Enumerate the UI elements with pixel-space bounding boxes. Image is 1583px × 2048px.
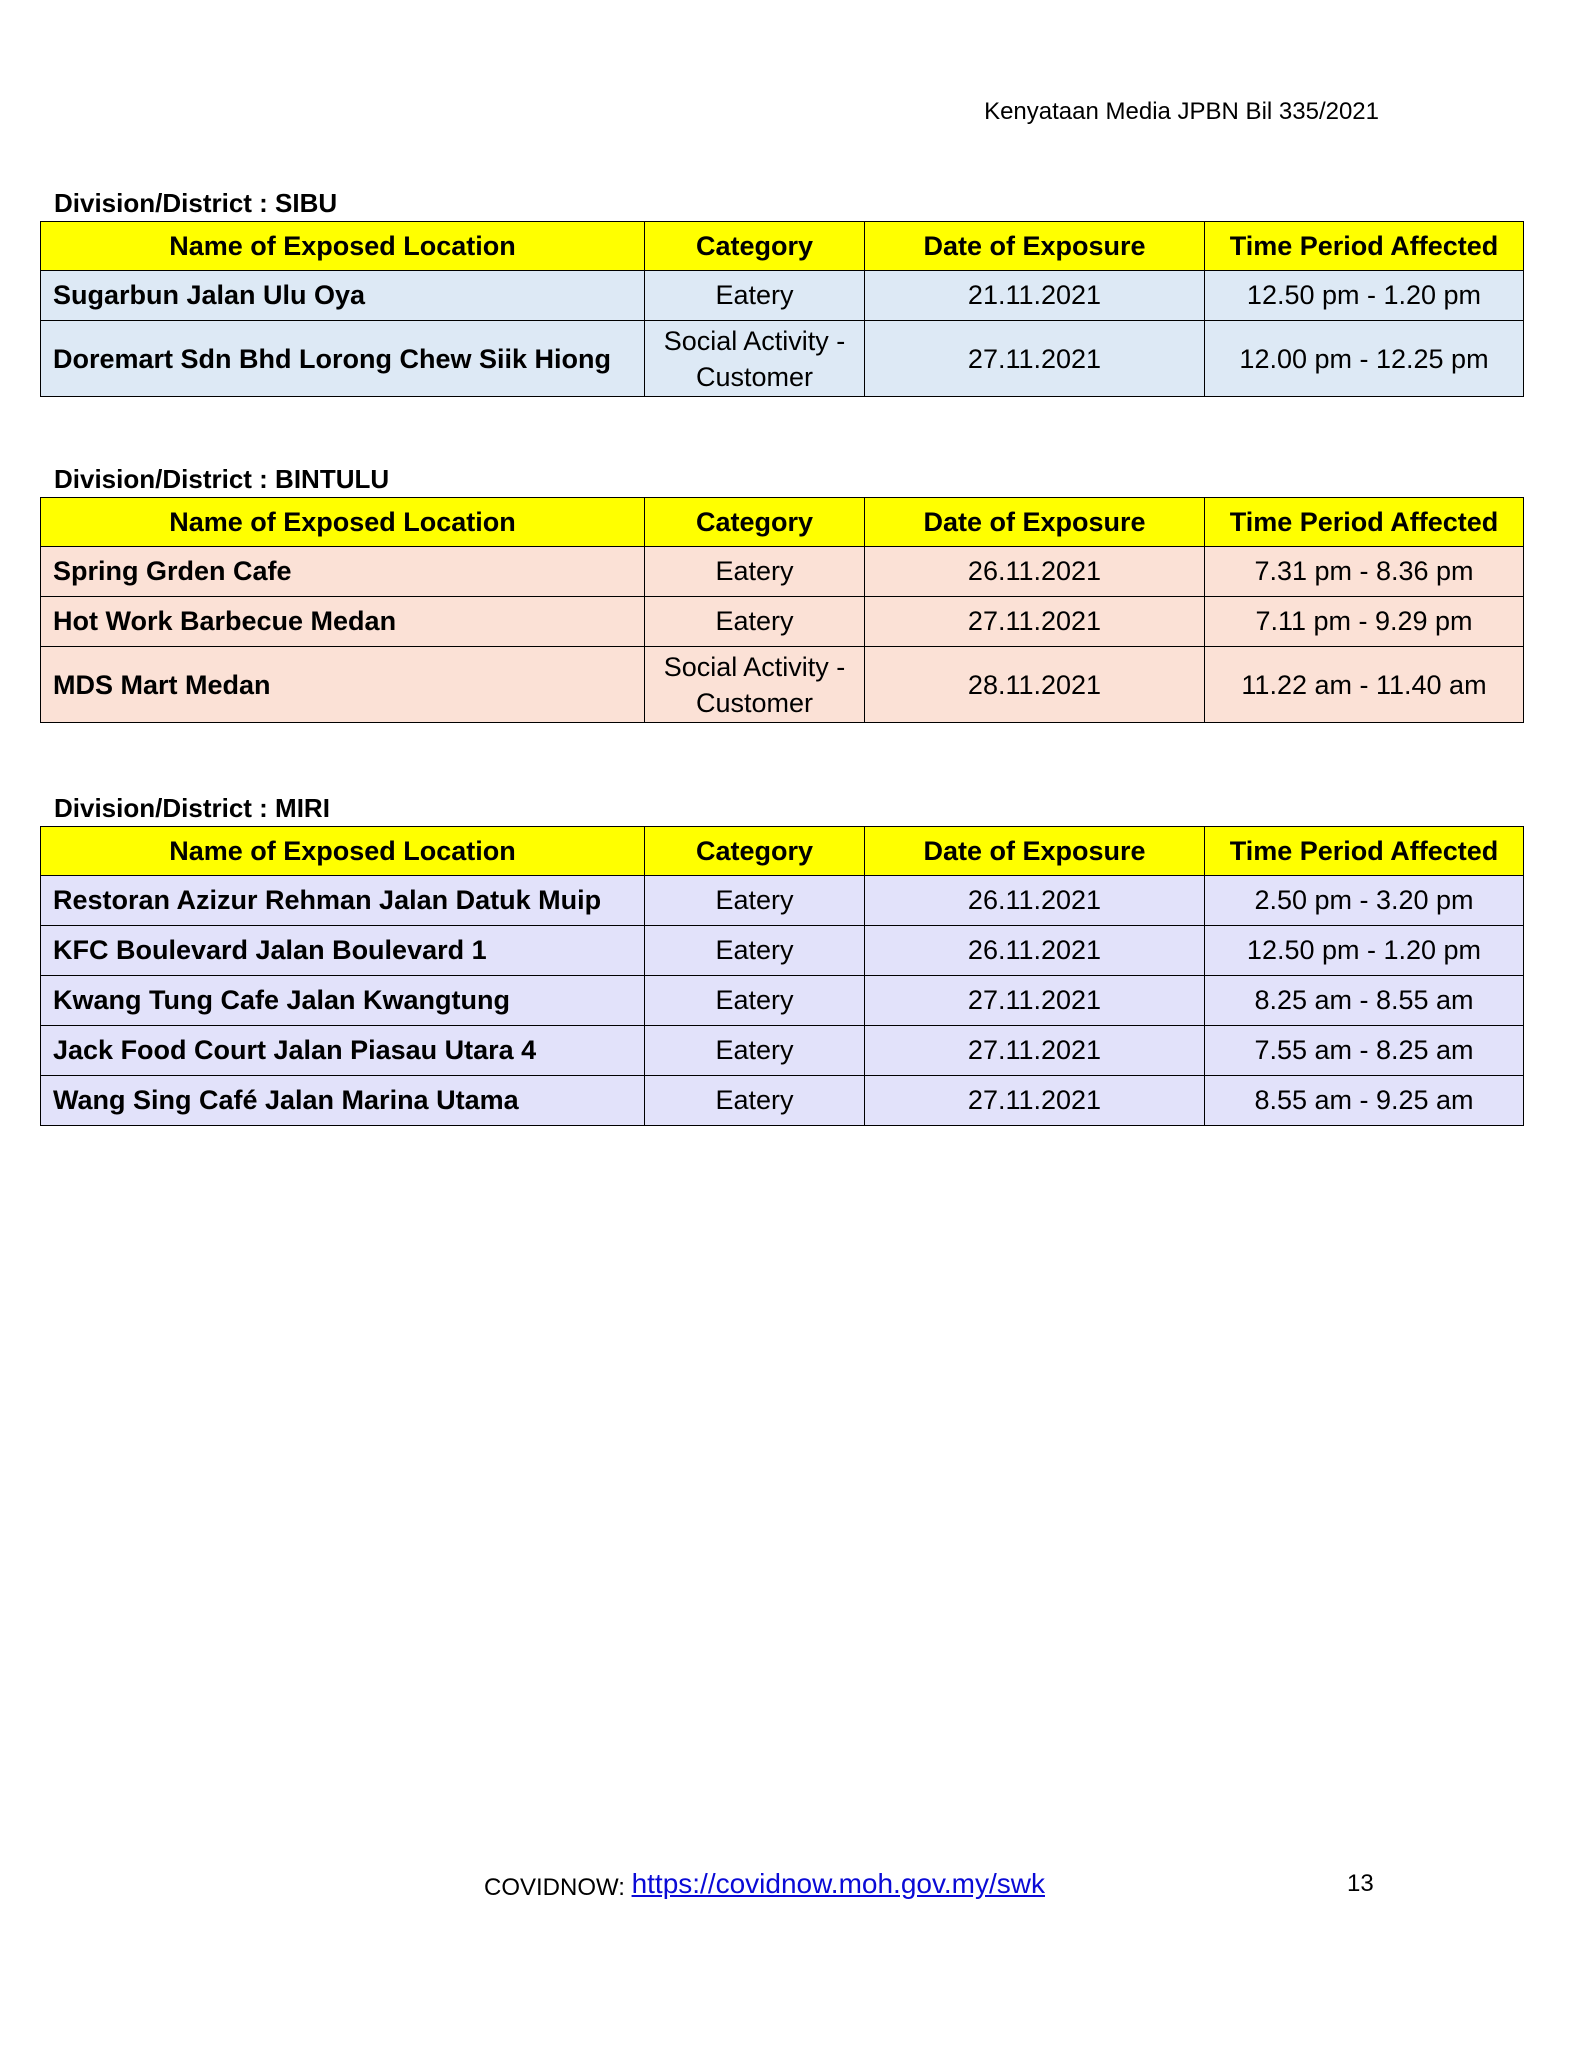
page-number: 13 [1347, 1870, 1374, 1897]
section-miri [40, 790, 1523, 1126]
time-cell: 7.11 pm - 9.29 pm [1205, 597, 1524, 647]
date-cell: 27.11.2021 [865, 321, 1205, 397]
table-row [41, 547, 1524, 597]
column-header-time: Time Period Affected [1205, 498, 1524, 547]
table-row [41, 647, 1524, 723]
column-header-category: Category [645, 827, 865, 876]
time-cell: 7.55 am - 8.25 am [1205, 1026, 1524, 1076]
date-cell: 27.11.2021 [865, 1076, 1205, 1126]
time-cell: 7.31 pm - 8.36 pm [1205, 547, 1524, 597]
category-cell: Social Activity - Customer [645, 321, 865, 397]
time-cell: 12.00 pm - 12.25 pm [1205, 321, 1524, 397]
category-cell: Eatery [645, 1026, 865, 1076]
date-cell: 28.11.2021 [865, 647, 1205, 723]
exposure-table [40, 221, 1524, 397]
column-header-category: Category [645, 222, 865, 271]
location-cell: Wang Sing Café Jalan Marina Utama [41, 1076, 645, 1126]
location-cell: Spring Grden Cafe [41, 547, 645, 597]
category-cell: Eatery [645, 1076, 865, 1126]
time-cell: 11.22 am - 11.40 am [1205, 647, 1524, 723]
column-header-date: Date of Exposure [865, 498, 1205, 547]
category-cell: Social Activity - Customer [645, 647, 865, 723]
column-header-date: Date of Exposure [865, 827, 1205, 876]
section-title: Division/District : SIBU [54, 188, 338, 218]
time-cell: 8.25 am - 8.55 am [1205, 976, 1524, 1026]
date-cell: 26.11.2021 [865, 926, 1205, 976]
location-cell: Kwang Tung Cafe Jalan Kwangtung [41, 976, 645, 1026]
exposure-table [40, 497, 1524, 723]
exposure-table [40, 826, 1524, 1126]
column-header-time: Time Period Affected [1205, 827, 1524, 876]
location-cell: Doremart Sdn Bhd Lorong Chew Siik Hiong [41, 321, 645, 397]
time-cell: 12.50 pm - 1.20 pm [1205, 271, 1524, 321]
time-cell: 2.50 pm - 3.20 pm [1205, 876, 1524, 926]
date-cell: 26.11.2021 [865, 547, 1205, 597]
table-header-row [41, 498, 1524, 547]
column-header-time: Time Period Affected [1205, 222, 1524, 271]
table-row [41, 271, 1524, 321]
date-cell: 26.11.2021 [865, 876, 1205, 926]
category-cell: Eatery [645, 926, 865, 976]
section-sibu [40, 185, 1523, 397]
category-cell: Eatery [645, 271, 865, 321]
covidnow-link[interactable]: https://covidnow.moh.gov.my/swk [631, 1868, 1045, 1899]
footer-label: COVIDNOW: [484, 1874, 632, 1901]
location-cell: MDS Mart Medan [41, 647, 645, 723]
category-cell: Eatery [645, 976, 865, 1026]
location-cell: Hot Work Barbecue Medan [41, 597, 645, 647]
date-cell: 21.11.2021 [865, 271, 1205, 321]
document-reference: Kenyataan Media JPBN Bil 335/2021 [984, 98, 1379, 125]
time-cell: 8.55 am - 9.25 am [1205, 1076, 1524, 1126]
column-header-date: Date of Exposure [865, 222, 1205, 271]
table-row [41, 876, 1524, 926]
location-cell: Sugarbun Jalan Ulu Oya [41, 271, 645, 321]
section-title: Division/District : MIRI [54, 793, 330, 823]
table-row [41, 976, 1524, 1026]
table-row [41, 1026, 1524, 1076]
location-cell: Restoran Azizur Rehman Jalan Datuk Muip [41, 876, 645, 926]
column-header-location: Name of Exposed Location [41, 498, 645, 547]
category-cell: Eatery [645, 547, 865, 597]
section-title: Division/District : BINTULU [54, 464, 390, 494]
location-cell: KFC Boulevard Jalan Boulevard 1 [41, 926, 645, 976]
column-header-location: Name of Exposed Location [41, 827, 645, 876]
table-header-row [41, 222, 1524, 271]
table-row [41, 597, 1524, 647]
date-cell: 27.11.2021 [865, 1026, 1205, 1076]
category-cell: Eatery [645, 876, 865, 926]
date-cell: 27.11.2021 [865, 597, 1205, 647]
column-header-location: Name of Exposed Location [41, 222, 645, 271]
location-cell: Jack Food Court Jalan Piasau Utara 4 [41, 1026, 645, 1076]
table-row [41, 1076, 1524, 1126]
date-cell: 27.11.2021 [865, 976, 1205, 1026]
table-row [41, 926, 1524, 976]
table-header-row [41, 827, 1524, 876]
section-bintulu [40, 461, 1523, 723]
column-header-category: Category [645, 498, 865, 547]
time-cell: 12.50 pm - 1.20 pm [1205, 926, 1524, 976]
footer-source [484, 1870, 1045, 1902]
category-cell: Eatery [645, 597, 865, 647]
table-row [41, 321, 1524, 397]
